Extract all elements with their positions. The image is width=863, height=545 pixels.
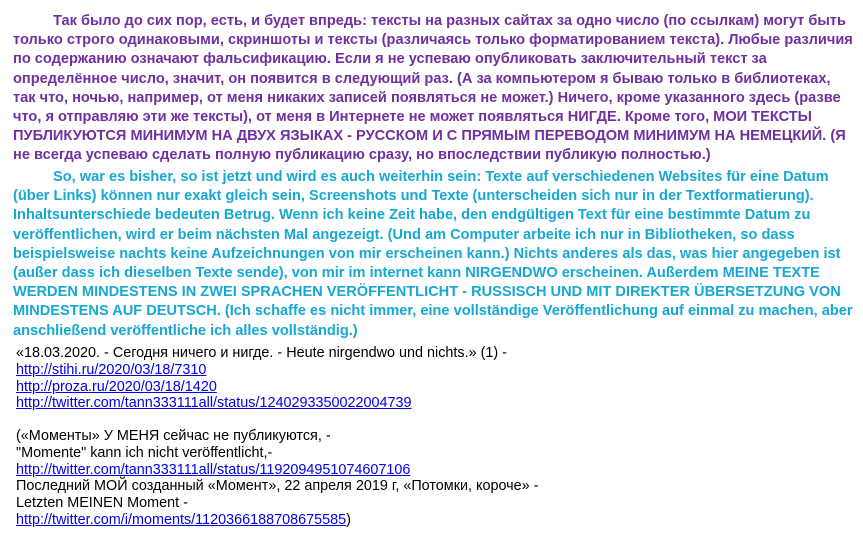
- moments-block: [16, 428, 846, 529]
- twitter-status-link[interactable]: http://twitter.com/tann333111all/status/1240293350022004739: [16, 395, 412, 412]
- moments-status-link[interactable]: http://twitter.com/tann333111all/status/1192094951074607106: [16, 461, 411, 478]
- german-paragraph: [13, 168, 853, 341]
- moments-note-de: "Momente" kann ich nicht veröffentlicht,-: [16, 444, 273, 461]
- last-moment-line: [16, 512, 846, 529]
- entry-heading: «18.03.2020. - Сегодня ничего и нигде. - Heute nirgendwo und nichts.» (1) -: [16, 345, 507, 361]
- russian-paragraph-text: Так было до сих пор, есть, и будет впредь: тексты на разных сайтах за одно число (по ссылкам) могут быть только строго одинаковыми, скриншоты и тексты (различаясь только форматированием текста). Любые различия по содержанию означают фальсификацию. Если я не успеваю опубликовать заключительный текст за определённое число, значит, он появится в следующий раз. (А за компьютером я бываю только в библиотеках, так что, ночью, например, от меня никаких записей появляться не может.) Ничего, кроме указанного здесь (разве что, я отправляю эти же тексты), от меня в Интернете не может появляться НИГДЕ. Кроме того, МОИ ТЕКСТЫ ПУБЛИКУЮТСЯ МИНИМУМ НА ДВУХ ЯЗЫКАХ - РУССКОМ И С ПРЯМЫМ ПЕРЕВОДОМ МИНИМУМ НА НЕМЕЦКИЙ. (Я не всегда успеваю сделать полную публикацию сразу, но впоследствии публикую полностью.): [13, 13, 853, 164]
- german-paragraph-text: So, war es bisher, so ist jetzt und wird es auch weiterhin sein: Texte auf verschiedenen Websites für eine Datum (über Links) können nur exakt gleich sein, Screenshots und Texte (unterscheiden sich nur in der Textformatierung). Inhaltsunterschiede bedeuten Betrug. Wenn ich keine Zeit habe, den endgültigen Text für eine bestimmte Datum zu veröffentlichen, wird er beim nächsten Mal angezeigt. (Und am Computer arbeite ich nur in Bibliotheken, so dass beispielsweise nachts keine Aufzeichnungen von mir erscheinen kann.) Nichts anderes als das, was hier angegeben ist (außer dass ich dieselben Texte sende), von mir im internet kann NIRGENDWO erscheinen. Außerdem MEINE TEXTE WERDEN MINDESTENS IN ZWEI SPRACHEN VERÖFFENTLICHT - RUSSISCH UND MIT DIREKTER ÜBERSETZUNG VON MINDESTENS AUF DEUTSCH. (Ich schaffe es nicht immer, eine vollständige Veröffentlichung auf einmal zu machen, aber anschließend veröffentliche ich alles vollständig.): [13, 169, 853, 339]
- proza-link[interactable]: http://proza.ru/2020/03/18/1420: [16, 378, 217, 395]
- last-moment-note-ru: Последний МОЙ созданный «Момент», 22 апреля 2019 г, «Потомки, короче» -: [16, 478, 539, 495]
- russian-paragraph: [13, 12, 853, 166]
- moments-note-ru: («Моменты» У МЕНЯ сейчас не публикуются, -: [16, 428, 331, 444]
- stihi-link[interactable]: http://stihi.ru/2020/03/18/7310: [16, 361, 207, 378]
- moment-link[interactable]: http://twitter.com/i/moments/1120366188708675585: [16, 511, 347, 528]
- closing-paren: ): [346, 511, 351, 528]
- last-moment-note-de: Letzten MEINEN Moment -: [16, 495, 188, 512]
- entry-block: [16, 345, 846, 412]
